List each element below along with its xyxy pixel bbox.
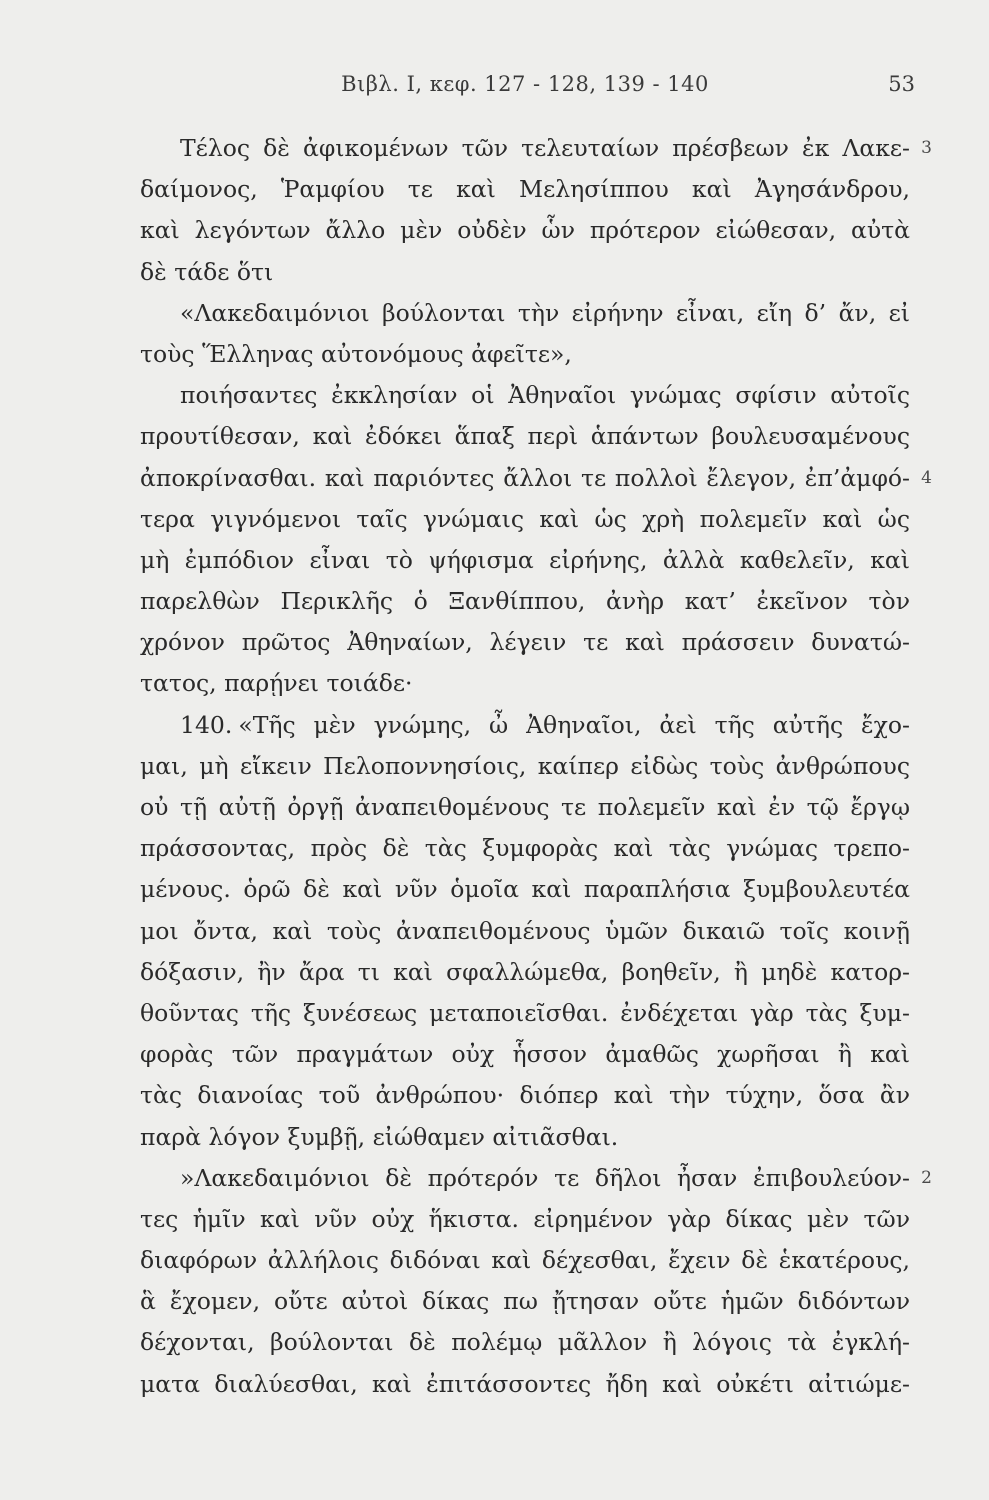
line-text: χρόνον πρῶτος Ἀθηναίων, λέγειν τε καὶ πράσσειν δυνατώ- — [140, 628, 910, 657]
line-text: ἃ ἔχομεν, οὔτε αὐτοὶ δίκας πω ᾔτησαν οὔτε ἡμῶν διδόντων — [140, 1287, 910, 1316]
line-text: τὰς διανοίας τοῦ ἀνθρώπου· διόπερ καὶ τὴν τύχην, ὅσα ἂν — [140, 1081, 910, 1110]
line-text: μαι, μὴ εἴκειν Πελοποννησίοις, καίπερ εἰδὼς τοὺς ἀνθρώπους — [140, 751, 910, 780]
text-line — [140, 210, 910, 251]
page-number: 53 — [888, 72, 915, 96]
line-text: παρὰ λόγον ξυμβῇ, εἰώθαμεν αἰτιᾶσθαι. — [140, 1122, 619, 1151]
text-line — [140, 993, 910, 1034]
text-line — [140, 828, 910, 869]
line-text: δόξασιν, ἢν ἄρα τι καὶ σφαλλώμεθα, βοηθεῖν, ἢ μηδὲ κατορ- — [140, 957, 910, 986]
marginal-number: 3 — [921, 138, 932, 158]
line-text: »Λακεδαιμόνιοι δὲ πρότερόν τε δῆλοι ἦσαν ἐπιβουλεύον- — [180, 1163, 910, 1192]
line-text: φορὰς τῶν πραγμάτων οὐχ ἧσσον ἀμαθῶς χωρῆσαι ἢ καὶ — [140, 1040, 910, 1069]
text-line — [140, 1117, 910, 1158]
text-line — [140, 416, 910, 457]
text-line — [140, 581, 910, 622]
text-line — [140, 334, 910, 375]
text-line — [140, 1322, 910, 1363]
line-text: «Λακεδαιμόνιοι βούλονται τὴν εἰρήνην εἶναι, εἴη δ’ ἄν, εἰ — [180, 298, 910, 327]
line-text: προυτίθεσαν, καὶ ἐδόκει ἅπαξ περὶ ἁπάντων βουλευσαμένους — [140, 422, 910, 451]
text-line — [140, 663, 910, 704]
text-line — [140, 911, 910, 952]
text-line — [140, 540, 910, 581]
text-line — [140, 1199, 910, 1240]
line-text: ποιήσαντες ἐκκλησίαν οἱ Ἀθηναῖοι γνώμας σφίσιν αὐτοῖς — [180, 381, 910, 410]
marginal-number: 4 — [921, 467, 932, 488]
text-line — [140, 252, 910, 293]
line-text: δὲ τάδε ὅτι — [140, 257, 274, 286]
line-text: τοὺς Ἕλληνας αὐτονόμους ἀφεῖτε», — [140, 339, 572, 368]
text-body — [140, 128, 932, 1405]
section-number: 140. — [180, 710, 233, 739]
line-text: μένους. ὁρῶ δὲ καὶ νῦν ὁμοῖα καὶ παραπλήσια ξυμβουλευτέα — [140, 875, 910, 904]
text-line — [140, 746, 910, 787]
marginal-number: 2 — [921, 1167, 932, 1188]
line-text: «Τῆς μὲν γνώμης, ὦ Ἀθηναῖοι, ἀεὶ τῆς αὐτῆς ἔχο- — [238, 710, 910, 739]
text-line — [140, 1240, 910, 1281]
line-text: δέχονται, βούλονται δὲ πολέμῳ μᾶλλον ἢ λόγοις τὰ ἐγκλή- — [140, 1328, 910, 1357]
line-text: οὐ τῇ αὐτῇ ὀργῇ ἀναπειθομένους τε πολεμεῖν καὶ ἐν τῷ ἔργῳ — [140, 793, 910, 821]
line-text: καὶ λεγόντων ἄλλο μὲν οὐδὲν ὧν πρότερον εἰώθεσαν, αὐτὰ — [140, 216, 910, 245]
text-line — [140, 1364, 910, 1405]
line-text: δαίμονος, Ῥαμφίου τε καὶ Μελησίππου καὶ Ἀγησάνδρου, — [140, 175, 910, 204]
running-head: Βιβλ. Ι, κεφ. 127 - 128, 139 - 140 — [341, 72, 709, 96]
text-line — [140, 499, 910, 540]
line-text: τατος, παρῄνει τοιάδε· — [140, 669, 413, 698]
text-line — [140, 375, 910, 416]
text-line — [140, 952, 910, 993]
page-header — [140, 72, 915, 112]
text-line — [140, 1158, 932, 1199]
text-line — [140, 458, 932, 499]
line-text: πράσσοντας, πρὸς δὲ τὰς ξυμφορὰς καὶ τὰς γνώμας τρεπο- — [140, 834, 910, 863]
line-text: παρελθὼν Περικλῆς ὁ Ξανθίππου, ἀνὴρ κατ’ ἐκεῖνον τὸν — [140, 587, 910, 616]
text-line — [140, 705, 910, 746]
text-line — [140, 622, 910, 663]
line-text: Τέλος δὲ ἀφικομένων τῶν τελευταίων πρέσβεων ἐκ Λακε- — [180, 134, 910, 162]
line-text: διαφόρων ἀλλήλοις διδόναι καὶ δέχεσθαι, ἔχειν δὲ ἑκατέρους, — [140, 1246, 910, 1275]
line-text: μὴ ἐμπόδιον εἶναι τὸ ψήφισμα εἰρήνης, ἀλλὰ καθελεῖν, καὶ — [140, 545, 910, 574]
text-line — [140, 293, 910, 334]
text-line — [140, 169, 910, 210]
text-line — [140, 869, 910, 910]
line-text: θοῦντας τῆς ξυνέσεως μεταποιεῖσθαι. ἐνδέχεται γὰρ τὰς ξυμ- — [140, 998, 910, 1027]
line-text: τερα γιγνόμενοι ταῖς γνώμαις καὶ ὡς χρὴ πολεμεῖν καὶ ὡς — [140, 504, 910, 533]
line-text: τες ἡμῖν καὶ νῦν οὐχ ἥκιστα. εἰρημένον γὰρ δίκας μὲν τῶν — [140, 1204, 910, 1233]
text-line — [140, 787, 910, 828]
text-line — [140, 1281, 910, 1322]
text-line — [140, 128, 932, 169]
line-text: ματα διαλύεσθαι, καὶ ἐπιτάσσοντες ἤδη καὶ οὐκέτι αἰτιώμε- — [140, 1369, 910, 1398]
text-line — [140, 1075, 910, 1116]
line-text: μοι ὄντα, καὶ τοὺς ἀναπειθομένους ὑμῶν δικαιῶ τοῖς κοινῇ — [140, 916, 910, 945]
line-text: ἀποκρίνασθαι. καὶ παριόντες ἄλλοι τε πολλοὶ ἔλεγον, ἐπ’ἀμφό- — [140, 463, 910, 492]
text-line — [140, 1034, 910, 1075]
